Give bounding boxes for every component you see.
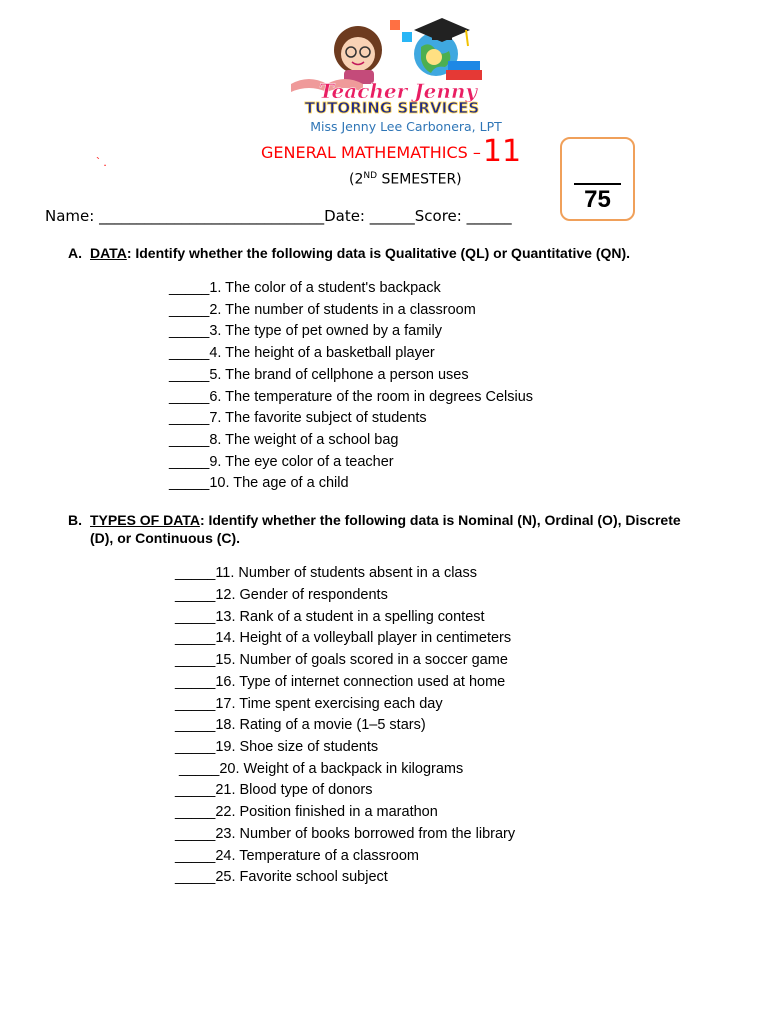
question-item[interactable]: _____24. Temperature of a classroom [175,848,419,864]
section-b-title: TYPES OF DATA [90,512,200,528]
semester-label [349,171,462,188]
question-item[interactable]: _____19. Shoe size of students [175,739,379,755]
red-stray-mark: ` . [96,155,107,169]
question-item[interactable]: _____7. The favorite subject of students [169,410,427,426]
question-item[interactable]: _____4. The height of a basketball player [169,345,435,361]
question-item[interactable]: _____14. Height of a volleyball player in centimeters [175,630,512,646]
score-box [560,137,635,221]
teacher-jenny-logo [286,12,498,118]
question-item[interactable]: _____18. Rating of a movie (1–5 stars) [175,717,426,733]
question-item[interactable]: _____21. Blood type of donors [175,782,373,798]
question-item[interactable]: _____6. The temperature of the room in degrees Celsius [169,389,534,405]
question-item[interactable]: _____9. The eye color of a teacher [169,454,394,470]
page-title [261,134,521,169]
question-item[interactable]: _____10. The age of a child [169,475,349,491]
question-item[interactable]: _____2. The number of students in a classroom [169,302,476,318]
question-item[interactable]: _____5. The brand of cellphone a person uses [169,367,469,383]
title-text: GENERAL MATHEMATHICS – [261,143,481,162]
question-item[interactable]: _____17. Time spent exercising each day [175,696,443,712]
question-item[interactable]: _____11. Number of students absent in a class [175,565,478,581]
teacher-name: Miss Jenny Lee Carbonera, LPT [310,119,502,134]
section-a-title: DATA [90,245,127,261]
question-item[interactable]: _____16. Type of internet connection used at home [175,674,506,690]
semester-pre: (2 [349,171,364,188]
logo-services-text: TUTORING SERVICES [304,99,480,117]
semester-post: SEMESTER) [377,171,462,188]
question-item[interactable]: _____12. Gender of respondents [175,587,388,603]
question-item[interactable]: _____22. Position finished in a marathon [175,804,438,820]
question-item[interactable]: _____1. The color of a student's backpack [169,280,441,296]
question-item[interactable]: _____25. Favorite school subject [175,869,388,885]
semester-sup: ND [363,171,378,181]
question-item[interactable]: _____8. The weight of a school bag [169,432,399,448]
question-item[interactable]: _____3. The type of pet owned by a family [169,323,442,339]
section-a-letter: A. [68,245,82,261]
grade-number: 11 [482,134,522,169]
lightbulb-icon [426,49,442,65]
score-blank-line [574,183,621,185]
logo-script-text: Teacher Jenny [318,79,478,103]
section-a-instruction: : Identify whether the following data is Qualitative (QL) or Quantitative (QN). [126,245,631,261]
question-item[interactable]: _____13. Rank of a student in a spelling contest [175,609,485,625]
section-b-instruction: : Identify whether the following data is Nominal (N), Ordinal (O), Discrete (D), or Continuous (C). [90,512,681,546]
total-score: 75 [584,186,611,213]
question-item[interactable]: _____20. Weight of a backpack in kilograms [179,761,464,777]
section-b-letter: B. [68,512,82,528]
question-item[interactable]: _____23. Number of books borrowed from the library [175,826,516,842]
student-info-line[interactable]: Name: ______________________________Date: ______Score: ______ [45,207,512,225]
question-item[interactable]: _____15. Number of goals scored in a soccer game [175,652,508,668]
